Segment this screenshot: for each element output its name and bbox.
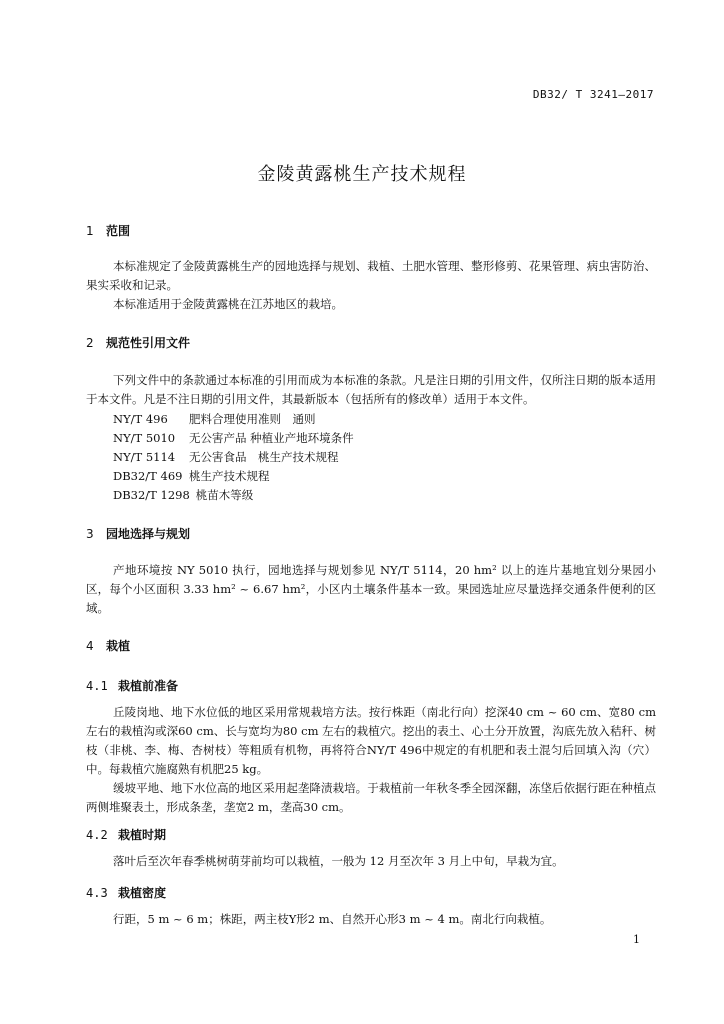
reference-title: 桃苗木等级 — [195, 488, 254, 502]
subsection-4-2-paragraph-1: 落叶后至次年春季桃树萌芽前均可以栽植，一般为 12 月至次年 3 月上中旬，早栽为宜。 — [113, 854, 564, 868]
subsection-number: 4.2 — [86, 828, 108, 842]
section-title: 范围 — [106, 224, 131, 238]
reference-code: NY/T 496 — [113, 412, 168, 426]
reference-code: DB32/T 469 — [113, 469, 183, 483]
reference-item — [113, 487, 253, 503]
section-4-heading — [86, 637, 130, 654]
subsection-4-3-heading — [86, 884, 166, 901]
section-1-heading — [86, 222, 130, 239]
reference-item — [113, 411, 316, 427]
reference-item — [113, 430, 354, 446]
document-title: 金陵黄露桃生产技术规程 — [257, 164, 467, 185]
standard-number: DB32/ T 3241—2017 — [532, 88, 654, 101]
reference-code: NY/T 5114 — [113, 450, 176, 464]
reference-code: NY/T 5010 — [113, 431, 176, 445]
section-title: 园地选择与规划 — [106, 527, 191, 541]
subsection-4-1-paragraph-2: 缓坡平地、地下水位高的地区采用起垄降渍栽培。于栽植前一年秋冬季全园深翻，冻垡后依据行距在种植点两侧堆聚表土，形成条垄，垄宽2 m，垄高30 cm。 — [86, 781, 656, 814]
page-number: 1 — [633, 933, 640, 946]
section-2-paragraph-1: 下列文件中的条款通过本标准的引用而成为本标准的条款。凡是注日期的引用文件，仅所注日期的版本适用于本文件。凡是不注日期的引用文件，其最新版本（包括所有的修改单）适用于本文件。 — [86, 373, 656, 406]
section-title: 规范性引用文件 — [106, 336, 191, 350]
section-1-paragraph-2: 本标准适用于金陵黄露桃在江苏地区的栽培。 — [113, 297, 343, 311]
subsection-4-1-paragraph-1: 丘陵岗地、地下水位低的地区采用常规栽培方法。按行株距（南北行向）挖深40 cm ~ 60 cm、宽80 cm左右的栽植沟或深60 cm、长与宽均为80 cm 左右的栽植穴。挖出的表土、心土分开放置，沟底先放入秸秆、树枝（非桃、李、梅、杏树枝）等粗质有机物，再将符合NY/T 496中规定的有机肥和表土混匀后回填入沟（穴）中。每栽植穴施腐熟有机肥25 kg。 — [86, 705, 656, 776]
section-3-paragraph-1: 产地环境按 NY 5010 执行，园地选择与规划参见 NY/T 5114，20 hm² 以上的连片基地宜划分果园小区，每个小区面积 3.33 hm² ~ 6.67 hm²，小区内土壤条件基本一致。果园选址应尽量选择交通条件便利的区域。 — [86, 563, 656, 615]
subsection-title: 栽植密度 — [118, 886, 167, 900]
section-title: 栽植 — [106, 639, 131, 653]
section-3-heading — [86, 525, 190, 542]
reference-code: DB32/T 1298 — [113, 488, 190, 502]
section-2-heading — [86, 334, 190, 351]
section-1-paragraph-1: 本标准规定了金陵黄露桃生产的园地选择与规划、栽植、土肥水管理、整形修剪、花果管理、病虫害防治、果实采收和记录。 — [86, 259, 656, 292]
subsection-4-2-heading — [86, 826, 166, 843]
reference-title: 无公害产品 种植业产地环境条件 — [189, 431, 354, 445]
subsection-number: 4.1 — [86, 679, 108, 693]
section-number: 1 — [86, 224, 94, 238]
section-number: 3 — [86, 527, 94, 541]
reference-item — [113, 449, 339, 465]
reference-title: 无公害食品 桃生产技术规程 — [189, 450, 339, 464]
subsection-4-1-heading — [86, 677, 178, 694]
section-number: 2 — [86, 336, 94, 350]
subsection-number: 4.3 — [86, 886, 108, 900]
reference-item — [113, 468, 270, 484]
reference-title: 桃生产技术规程 — [189, 469, 270, 483]
subsection-title: 栽植前准备 — [118, 679, 179, 693]
subsection-4-3-paragraph-1: 行距，5 m ~ 6 m；株距，两主枝Y形2 m、自然开心形3 m ~ 4 m。南北行向栽植。 — [113, 912, 552, 926]
reference-title: 肥料合理使用准则 通则 — [189, 412, 316, 426]
section-number: 4 — [86, 639, 94, 653]
subsection-title: 栽植时期 — [118, 828, 167, 842]
